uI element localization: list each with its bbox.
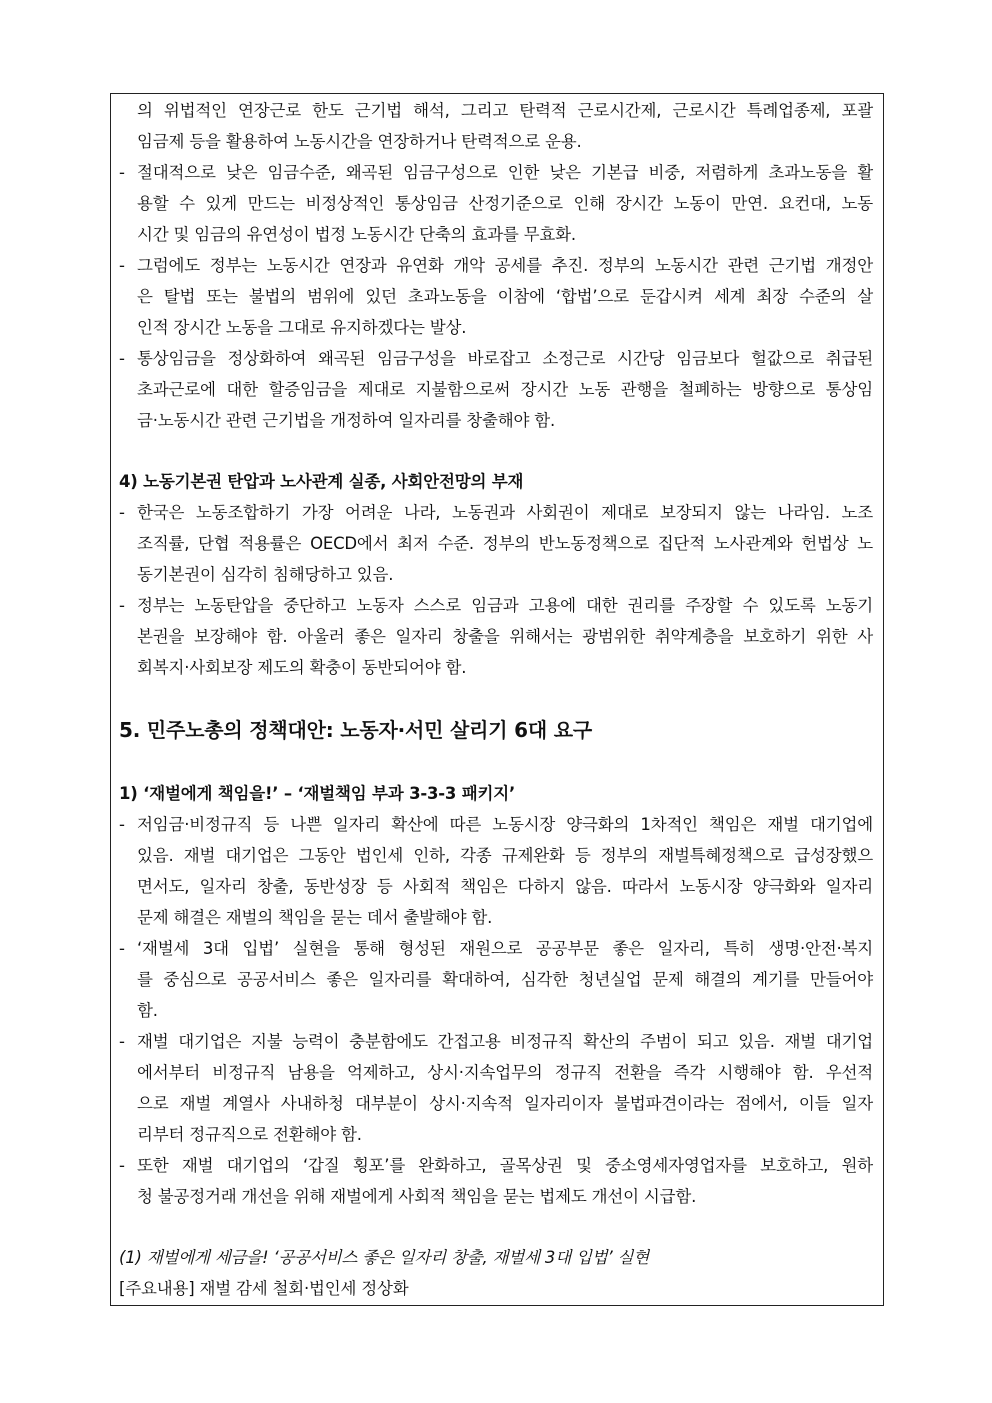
text-line: 정부는 노동탄압을 중단하고 노동자 스스로 임금과 고용에 대한 권리를 주장할 수 있도록 노동기	[137, 596, 873, 615]
bullet-dash: -	[119, 939, 125, 958]
bullet-dash: -	[119, 163, 125, 182]
text-line: 본권을 보장해야 함. 아울러 좋은 일자리 창출을 위해서는 광범위한 취약계층을 보호하기 위한 사	[137, 627, 873, 646]
text-line: 회복지·사회보장 제도의 확충이 동반되어야 함.	[137, 658, 467, 677]
text-line: 초과근로에 대한 할증임금을 제대로 지불함으로써 장시간 노동 관행을 철폐하는 방향으로 통상임	[137, 380, 873, 399]
bullet-dash: -	[119, 503, 125, 522]
bullet-dash: -	[119, 256, 125, 275]
text-line: 면서도, 일자리 창출, 동반성장 등 사회적 책임은 다하지 않음. 따라서 노동시장 양극화와 일자리	[137, 877, 873, 896]
bullet-dash: -	[119, 1156, 125, 1175]
bullet-dash: -	[119, 349, 125, 368]
main-content-line: [주요내용] 재벌 감세 철회·법인세 정상화	[119, 1279, 409, 1298]
text-line: 통상임금을 정상화하여 왜곡된 임금구성을 바로잡고 소정근로 시간당 임금보다 헐값으로 취급된	[137, 349, 873, 368]
text-line: 를 중심으로 공공서비스 좋은 일자리를 확대하여, 심각한 청년실업 문제 해결의 계기를 만들어야	[137, 970, 874, 989]
text-line: 용할 수 있게 만드는 비정상적인 통상임금 산정기준으로 인해 장시간 노동이 만연. 요컨대, 노동	[137, 194, 873, 213]
text-line: 인적 장시간 노동을 그대로 유지하겠다는 발상.	[137, 318, 467, 337]
text-line: 임금제 등을 활용하여 노동시간을 연장하거나 탄력적으로 운용.	[137, 132, 582, 151]
text-line: 또한 재벌 대기업의 ‘갑질 횡포’를 완화하고, 골목상권 및 중소영세자영업자를 보호하고, 원하	[137, 1156, 873, 1175]
text-line: 으로 재벌 계열사 사내하청 대부분이 상시·지속적 일자리이자 불법파견이라는 점에서, 이들 일자	[137, 1094, 873, 1113]
bullet-dash: -	[119, 815, 125, 834]
text-line: 조직률, 단협 적용률은 OECD에서 최저 수준. 정부의 반노동정책으로 집단적 노사관계와 헌법상 노	[137, 534, 873, 553]
document-frame	[110, 93, 884, 1306]
text-line: 리부터 정규직으로 전환해야 함.	[137, 1125, 362, 1144]
bullet-dash: -	[119, 1032, 125, 1051]
text-line: 문제 해결은 재벌의 책임을 묻는 데서 출발해야 함.	[137, 908, 493, 927]
text-line: 은 탈법 또는 불법의 범위에 있던 초과노동을 이참에 ‘합법’으로 둔갑시켜 세계 최장 수준의 살	[137, 287, 873, 306]
text-line: 재벌 대기업은 지불 능력이 충분함에도 간접고용 비정규직 확산의 주범이 되고 있음. 재벌 대기업	[137, 1032, 873, 1051]
text-line: 한국은 노동조합하기 가장 어려운 나라, 노동권과 사회권이 제대로 보장되지 않는 나라임. 노조	[137, 503, 873, 522]
chapter-heading: 5. 민주노총의 정책대안: 노동자·서민 살리기 6대 요구	[119, 718, 593, 742]
bullet-dash: -	[119, 596, 125, 615]
text-line: 그럼에도 정부는 노동시간 연장과 유연화 개악 공세를 추진. 정부의 노동시간 관련 근기법 개정안	[137, 256, 873, 275]
text-line: 시간 및 임금의 유연성이 법정 노동시간 단축의 효과를 무효화.	[137, 225, 576, 244]
text-line: 동기본권이 심각히 침해당하고 있음.	[137, 565, 394, 584]
text-line: 의 위법적인 연장근로 한도 근기법 해석, 그리고 탄력적 근로시간제, 근로시간 특례업종제, 포괄	[137, 101, 873, 120]
text-line: 있음. 재벌 대기업은 그동안 법인세 인하, 각종 규제완화 등 정부의 재벌특혜정책으로 급성장했으	[137, 846, 873, 865]
text-line: 함.	[137, 1001, 158, 1020]
text-line: 에서부터 비정규직 남용을 억제하고, 상시·지속업무의 정규직 전환을 즉각 시행해야 함. 우선적	[137, 1063, 873, 1082]
text-line: 절대적으로 낮은 임금수준, 왜곡된 임금구성으로 인한 낮은 기본급 비중, 저렴하게 초과노동을 활	[137, 163, 873, 182]
text-line: ‘재벌세 3대 입법’ 실현을 통해 형성된 재원으로 공공부문 좋은 일자리, 특히 생명·안전·복지	[137, 939, 873, 958]
text-line: 금·노동시간 관련 근기법을 개정하여 일자리를 창출해야 함.	[137, 411, 556, 430]
text-line: 저임금·비정규직 등 나쁜 일자리 확산에 따른 노동시장 양극화의 1차적인 책임은 재벌 대기업에	[137, 815, 873, 834]
subsection-heading: (1) 재벌에게 세금을! ‘공공서비스 좋은 일자리 창출, 재벌세 3대 입법’ 실현	[119, 1248, 650, 1267]
text-line: 청 불공정거래 개선을 위해 재벌에게 사회적 책임을 묻는 법제도 개선이 시급함.	[137, 1187, 697, 1206]
section-heading: 1) ‘재벌에게 책임을!’ – ‘재벌책임 부과 3-3-3 패키지’	[119, 784, 516, 803]
section-heading: 4) 노동기본권 탄압과 노사관계 실종, 사회안전망의 부재	[119, 472, 524, 491]
